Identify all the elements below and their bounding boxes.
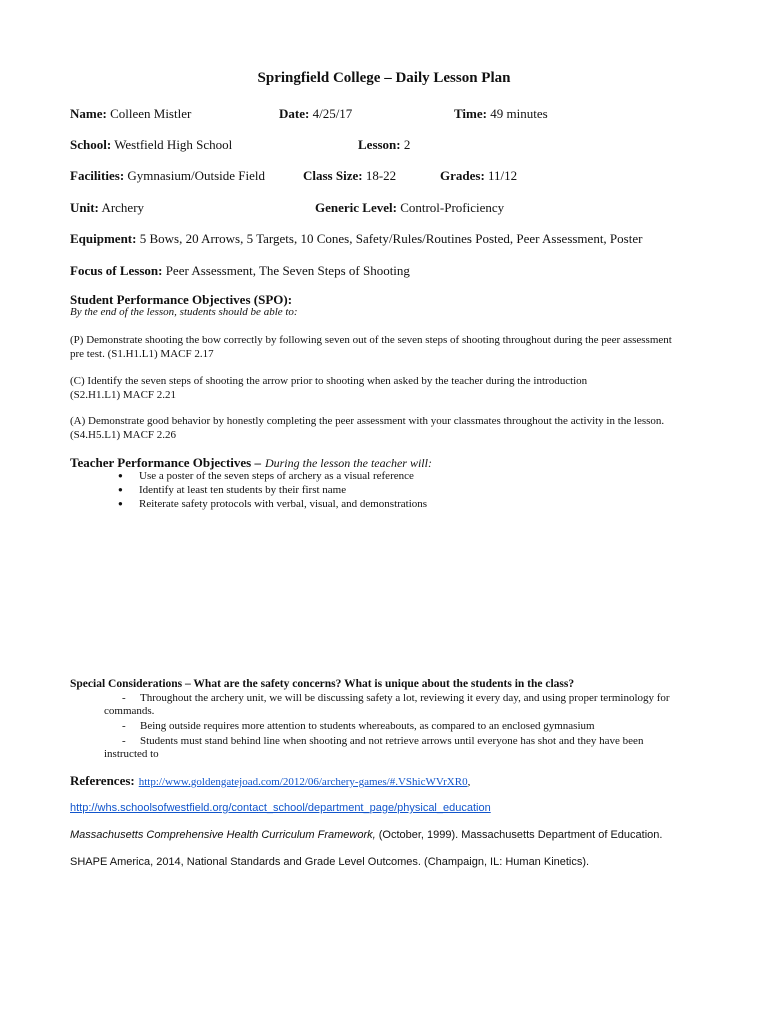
reference-link-westfield[interactable]: http://whs.schoolsofwestfield.org/contact_school/department_page/physical_education	[70, 802, 491, 814]
list-item: ● Identify at least ten students by their first name	[112, 483, 427, 497]
spo-heading: Student Performance Objectives (SPO):	[70, 292, 293, 307]
name-value: Colleen Mistler	[110, 106, 192, 121]
unit-field	[70, 200, 144, 216]
date-value: 4/25/17	[312, 106, 353, 121]
reference-link-goldengatejoad[interactable]: http://www.goldengatejoad.com/2012/06/archery-games/#.VShicWVrXR0	[138, 776, 468, 788]
focus-label: Focus of Lesson:	[70, 263, 163, 278]
unit-label: Unit:	[70, 200, 99, 215]
list-item: ● Use a poster of the seven steps of archery as a visual reference	[112, 469, 427, 483]
references-line-2	[70, 802, 491, 814]
reference-curriculum-framework	[70, 829, 662, 841]
grades-field	[440, 168, 517, 184]
spo-item-psychomotor: (P) Demonstrate shooting the bow correctly by following seven out of the seven steps of shooting throughout during the peer assessment pre test. (S1.H1.L1) MACF 2.17	[70, 334, 672, 360]
grades-value: 11/12	[488, 168, 518, 183]
special-considerations-heading: Special Considerations – What are the safety concerns? What is unique about the students in the class?	[70, 678, 575, 690]
list-item-text: Students must stand behind line when shooting and not retrieve arrows until everyone has shot and they have been instructed to	[104, 735, 644, 760]
spo-item-cognitive: (C) Identify the seven steps of shooting the arrow prior to shooting when asked by the teacher during the introduction (S2.H1.L1) MACF 2.21	[70, 375, 588, 401]
time-value: 49 minutes	[490, 106, 548, 121]
equipment-field	[70, 231, 642, 247]
facilities-label: Facilities:	[70, 168, 125, 183]
references-label: References:	[70, 773, 135, 788]
equipment-label: Equipment:	[70, 231, 137, 246]
date-label: Date:	[279, 106, 310, 121]
reference-link-suffix: ,	[467, 776, 471, 788]
tpo-heading: Teacher Performance Objectives –	[70, 455, 261, 470]
generic-level-field	[315, 200, 504, 216]
class-size-field	[303, 168, 396, 184]
unit-value: Archery	[101, 200, 145, 215]
equipment-value: 5 Bows, 20 Arrows, 5 Targets, 10 Cones, Safety/Rules/Routines Posted, Peer Assessment, Poster	[139, 231, 643, 246]
spo-intro: By the end of the lesson, students should be able to:	[70, 306, 298, 318]
name-field	[70, 106, 191, 122]
reference-detail: (October, 1999). Massachusetts Department of Education.	[375, 829, 663, 841]
tpo-list	[112, 469, 427, 511]
page-title: Springfield College – Daily Lesson Plan	[257, 70, 511, 86]
grades-label: Grades:	[440, 168, 485, 183]
list-item-text: Throughout the archery unit, we will be discussing safety a lot, reviewing it every day, and using proper terminology for commands.	[104, 692, 670, 717]
reference-title: Massachusetts Comprehensive Health Curriculum Framework,	[70, 829, 376, 841]
list-item	[104, 735, 704, 761]
facilities-value: Gymnasium/Outside Field	[127, 168, 265, 183]
references-line-1	[70, 772, 470, 790]
list-item	[104, 720, 704, 733]
list-item: ● Reiterate safety protocols with verbal, visual, and demonstrations	[112, 497, 427, 511]
lesson-value: 2	[403, 137, 411, 152]
spo-item-affective: (A) Demonstrate good behavior by honestly completing the peer assessment with your classmates throughout the activity in the lesson. (S4.H5.L1) MACF 2.26	[70, 415, 665, 441]
school-label: School:	[70, 137, 112, 152]
class-size-label: Class Size:	[303, 168, 363, 183]
time-field	[454, 106, 548, 122]
list-item-text: Being outside requires more attention to students whereabouts, as compared to an enclosed gymnasium	[140, 720, 595, 732]
reference-shape-america: SHAPE America, 2014, National Standards and Grade Level Outcomes. (Champaign, IL: Human Kinetics).	[70, 856, 590, 868]
class-size-value: 18-22	[365, 168, 397, 183]
focus-value: Peer Assessment, The Seven Steps of Shooting	[165, 263, 410, 278]
lesson-label: Lesson:	[358, 137, 401, 152]
school-field	[70, 137, 232, 153]
dash-bullet-icon: -	[122, 735, 126, 747]
lesson-field	[358, 137, 410, 153]
name-label: Name:	[70, 106, 107, 121]
facilities-field	[70, 168, 265, 184]
focus-field	[70, 263, 410, 279]
dash-bullet-icon: -	[122, 692, 126, 704]
date-field	[279, 106, 352, 122]
dash-bullet-icon: -	[122, 720, 126, 732]
time-label: Time:	[454, 106, 487, 121]
generic-level-value: Control-Proficiency	[400, 200, 505, 215]
school-value: Westfield High School	[114, 137, 233, 152]
tpo-intro: During the lesson the teacher will:	[264, 456, 432, 470]
special-considerations-list	[104, 692, 704, 761]
list-item	[104, 692, 704, 718]
generic-level-label: Generic Level:	[315, 200, 397, 215]
